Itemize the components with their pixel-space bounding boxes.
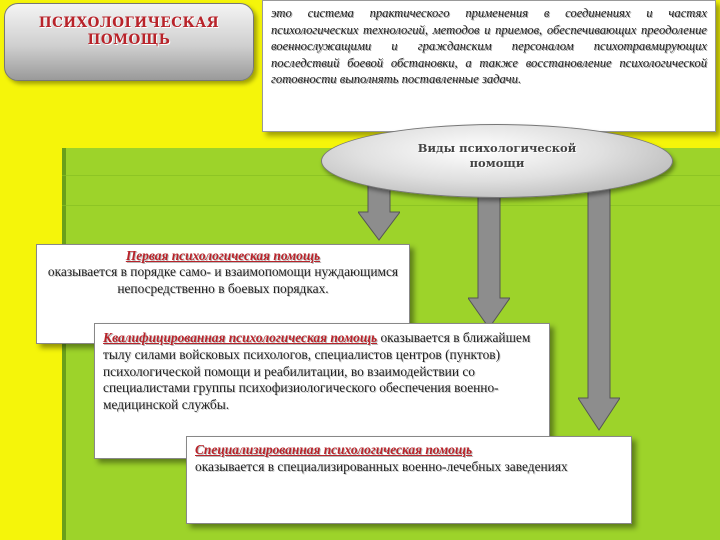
definition-text: это система практического применения в соединениях и частях психологических технологий, методов и приемов, обеспечивающих преодоление военнослужащими и гражданским персоналом психотравмирующих последствий боевой обстановки, а также восстановление психологической готовности выполнять поставленные задачи. — [271, 6, 707, 87]
arrow-down-icon — [578, 186, 620, 432]
title-box — [4, 3, 254, 81]
types-heading: Виды психологической помощи — [417, 141, 577, 170]
qualified-aid-text: оказывается в ближайшем тылу силами войсковых психологов, специалистов центров (пунктов) психологической помощи и реабилитации, во взаимодействии со специалистами группы психофизиологического обеспечения военно-медицинской службы. — [103, 330, 531, 413]
arrow-down-icon — [468, 186, 510, 330]
first-aid-content — [37, 245, 409, 297]
qualified-aid-content — [95, 324, 549, 414]
definition-box — [262, 0, 716, 132]
specialized-aid-text: оказывается в специализированных военно-лечебных заведениях — [195, 458, 568, 474]
types-heading-ellipse — [321, 124, 673, 198]
first-aid-text: оказывается в порядке само- и взаимопомощи нуждающимся непосредственно в боевых порядках. — [47, 264, 399, 296]
green-panel-edge — [62, 148, 66, 540]
first-aid-heading: Первая психологическая помощь — [125, 248, 321, 263]
specialized-aid-box — [186, 436, 632, 524]
specialized-aid-content — [187, 437, 631, 476]
page-title: ПСИХОЛОГИЧЕСКАЯ ПОМОЩЬ — [38, 15, 220, 48]
qualified-aid-heading: Квалифицированная психологическая помощь — [103, 330, 378, 345]
specialized-aid-heading: Специализированная психологическая помощь — [195, 442, 473, 457]
